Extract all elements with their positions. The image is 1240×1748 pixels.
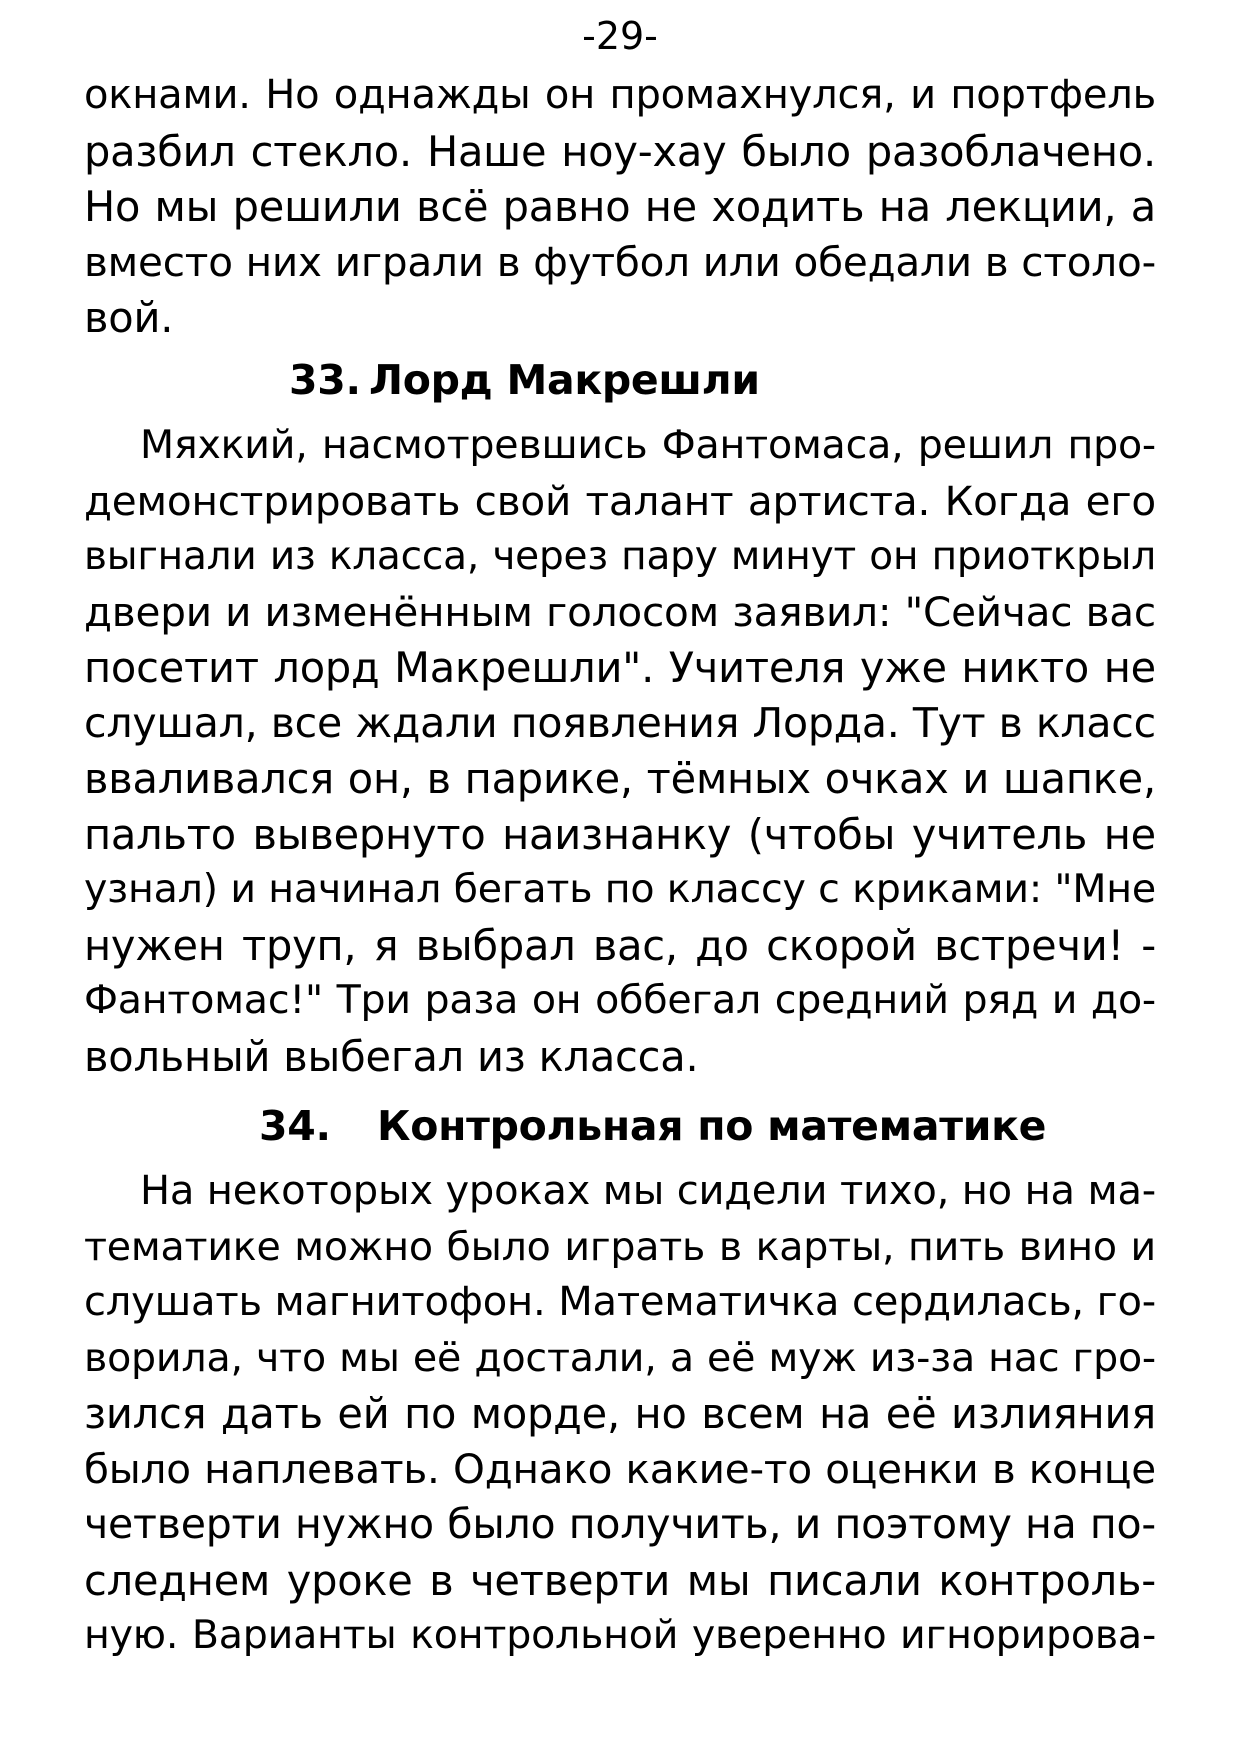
text-line: демонстрировать свой талант артиста. Когда его xyxy=(84,476,1156,525)
text-line: тематике можно было играть в карты, пить вино и xyxy=(84,1223,1156,1270)
text-line: было наплевать. Однако какие-то оценки в конце xyxy=(84,1444,1156,1493)
section-34-paragraph xyxy=(84,1164,1156,1664)
text-line: Но мы решили всё равно не ходить на лекции, а xyxy=(84,182,1156,231)
text-line: зился дать ей по морде, но всем на её излияния xyxy=(84,1389,1156,1438)
section-title: Контрольная по математике xyxy=(377,1102,1047,1150)
text-line: следнем уроке в четверти мы писали контроль- xyxy=(84,1555,1156,1605)
section-number: 33. xyxy=(289,356,361,404)
text-line: нужен труп, я выбрал вас, до скорой встречи! - xyxy=(84,920,1156,970)
text-line: ную. Варианты контрольной уверенно игнорирова- xyxy=(84,1612,1156,1658)
text-line: вместо них играли в футбол или обедали в столо- xyxy=(84,237,1156,286)
text-line: посетит лорд Макрешли". Учителя уже никто не xyxy=(84,643,1156,692)
text-line: четверти нужно было получить, и поэтому на по- xyxy=(84,1500,1156,1548)
text-line: окнами. Но однажды он промахнулся, и портфель xyxy=(84,72,1156,118)
text-line: ворила, что мы её достали, а её муж из-за нас гро- xyxy=(84,1334,1156,1381)
text-line: разбил стекло. Наше ноу-хау было разоблачено. xyxy=(84,126,1156,176)
text-line: двери и изменённым голосом заявил: "Сейчас вас xyxy=(84,587,1156,636)
text-line: узнал) и начинал бегать по классу с криками: "Мне xyxy=(84,866,1156,912)
page-number: -29- xyxy=(582,14,658,58)
continuation-paragraph xyxy=(84,68,1156,346)
section-33-paragraph xyxy=(84,418,1156,1084)
text-line: вольный выбегал из класса. xyxy=(84,1031,699,1081)
text-line: Фантомас!" Три раза он оббегал средний ряд и до- xyxy=(84,977,1156,1023)
section-title: Лорд Макрешли xyxy=(369,356,760,404)
text-line: слушать магнитофон. Математичка сердилась, го- xyxy=(84,1279,1156,1325)
text-line: пальто вывернуто наизнанку (чтобы учитель не xyxy=(84,809,1156,859)
section-number: 34. xyxy=(259,1102,331,1150)
text-line: вваливался он, в парике, тёмных очках и шапке, xyxy=(84,754,1156,803)
book-page xyxy=(84,0,1156,1748)
section-heading-33 xyxy=(289,352,760,408)
text-line: слушал, все ждали появления Лорда. Тут в класс xyxy=(84,698,1156,747)
text-line: выгнали из класса, через пару минут он приоткрыл xyxy=(84,534,1156,579)
text-line: вой. xyxy=(84,293,174,342)
text-line: На некоторых уроках мы сидели тихо, но на ма- xyxy=(140,1168,1156,1214)
text-line: Мяхкий, насмотревшись Фантомаса, решил про- xyxy=(140,422,1156,468)
section-heading-34 xyxy=(259,1098,1046,1154)
